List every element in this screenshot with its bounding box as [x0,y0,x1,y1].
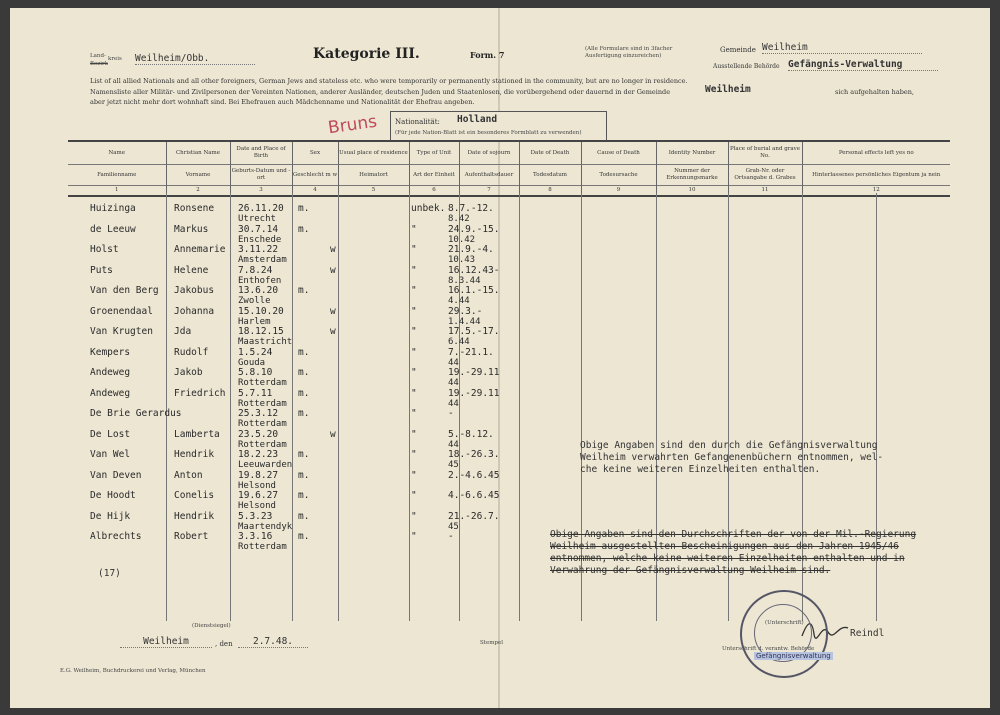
cell-unit: " [411,326,417,337]
col-header-de: Familienname [97,171,137,178]
cell-sojourn2: 45 [448,460,459,470]
cell-birth: 25.3.12 [238,408,279,419]
cell-first: Annemarie [174,244,226,255]
cell-first: Hendrik [174,449,215,460]
col-header-de: Hinterlassenes persönliches Eigentum ja nein [812,171,941,178]
remark-1: Obige Angaben sind den durch die Gefängnisverwaltung Weilheim verwahrten Gefangenenbüchern entnommen, wel- che keine weiteren Einzelheiten enthalten. [580,440,884,475]
cell-unit: " [411,244,417,255]
cell-name: Van den Berg [90,285,159,296]
cell-sojourn2: 6.44 [448,337,470,347]
nationality-note: (Für jede Nation-Blatt ist ein besonderes Formblatt zu verwenden) [395,130,582,136]
col-number: 10 [688,187,696,193]
cell-sex: m. [298,223,310,235]
cell-sojourn2: 1.4.44 [448,316,481,327]
col-number: 9 [616,187,621,193]
cell-name: De Hijk [90,510,131,522]
cell-sojourn: 19.-29.11 [448,367,500,378]
cell-birth: 5.7.11 [238,387,273,399]
col-header-en: Date of Death [530,149,570,156]
cell-sojourn2: 44 [448,378,459,388]
col-header-en: Date of sojourn [467,149,511,156]
cell-sojourn: 5.-8.12. [448,428,494,440]
cell-name: Holst [90,244,119,255]
intro-line-de-end: sich aufgehalten haben, [835,88,914,96]
behoerde-value: Gefängnis-Verwaltung [788,59,938,71]
cell-birth: 15.10.20 [238,305,284,317]
cell-sojourn: 21.-26.7. [448,510,500,522]
official-seal [740,590,831,678]
cell-birth: 30.7.14 [238,223,279,235]
cell-birth: 3.11.22 [238,244,279,255]
cell-name: Groenendaal [90,305,153,317]
gemeinde-label: Gemeinde [720,46,756,54]
table-row [68,306,950,327]
cell-unit: " [411,223,417,235]
table-row [68,203,950,224]
cell-sex: m. [298,531,310,542]
cell-name: Andeweg [90,367,131,378]
cell-place: Maastricht [238,337,293,347]
cell-first: Markus [174,223,209,235]
table-row [68,490,950,511]
cell-sojourn2: 4.44 [448,296,470,306]
cell-sex: w [330,264,336,276]
col-number: 1 [115,187,119,193]
cell-birth: 19.8.27 [238,469,279,481]
col-number: 5 [371,187,376,193]
table-row [68,326,950,347]
col-header-de: Geburts-Datum und -ort [231,168,291,181]
cell-place: Utrecht [238,214,276,224]
cell-sex: w [330,428,336,440]
col-number: 6 [432,187,436,193]
cell-sojourn2: 8.3.44 [448,275,481,286]
intro-line-de: Namensliste aller Militär- und Zivilpersonen der Vereinten Nationen, anderer Ausländer, deutschen Juden und Staatenlosen, die vorübergehend oder dauernd in der Gemeinde [90,88,671,96]
cell-name: De Lost [90,428,131,440]
cell-unit: " [411,305,417,317]
cell-first: Lamberta [174,428,220,440]
cell-name: Huizinga [90,203,136,214]
document-sheet [10,8,990,708]
cell-first: Jda [174,326,192,337]
cell-first: Robert [174,531,209,542]
table-row [68,265,950,286]
cell-first: Hendrik [174,510,215,522]
cell-birth: 18.12.15 [238,326,284,337]
cell-place: Enthofen [238,275,282,286]
intro-line-de-2: aber jetzt nicht mehr dort wohnhaft sind. Bei Ehefrauen auch Mädchenname und Nationalität der Ehefrau angeben. [90,98,475,106]
col-header-en: Name [108,149,126,156]
cell-sojourn: 4.-6.6.45 [448,490,500,501]
cell-unit: unbek. [411,203,446,214]
cell-birth: 19.6.27 [238,490,279,501]
cell-sex: w [330,305,336,317]
cell-place: Rotterdam [238,542,287,552]
cell-birth: 1.5.24 [238,346,273,358]
cell-sex: m. [298,285,310,296]
cell-unit: " [411,387,417,399]
cell-place: Harlem [238,316,271,327]
table-header [68,140,950,197]
cell-first: Helene [174,264,209,276]
cell-unit: " [411,264,417,276]
col-header-de: Todesdatum [533,171,567,178]
cell-sojourn: 16.12.43- [448,264,500,276]
cell-sex: m. [298,449,310,460]
cell-place: Maartendyk [238,521,293,532]
cell-sex: m. [298,469,310,481]
row-count: (17) [98,568,121,579]
cell-place: Rotterdam [238,419,287,429]
behoerde-signature-label: Unterschrift d. verantw. Behörde [722,646,815,652]
cell-birth: 23.5.20 [238,428,279,440]
land-label: Land- [90,53,106,59]
footer-place: Weilheim [120,636,212,648]
table-row [68,244,950,265]
table-row [68,408,950,429]
handwritten-stamp: Bruns [326,111,379,139]
col-header-de: Nummer der Erkennungsmarke [666,168,718,181]
col-header-en: Sex [309,149,321,156]
cell-place: Enschede [238,234,282,245]
col-number: 2 [196,187,200,193]
cell-sex: m. [298,367,310,378]
cell-name: Andeweg [90,387,131,399]
cell-sojourn: 18.-26.3. [448,449,500,460]
page-title: Kategorie III. [313,46,420,62]
cell-sex: m. [298,408,310,419]
col-number: 12 [872,187,880,193]
col-number: 4 [313,187,317,193]
cell-place: Rotterdam [238,398,287,409]
footer-den: , den [215,640,233,648]
cell-sojourn: 21.9.-4. [448,244,494,255]
col-header-en: Identity Number [668,149,716,156]
table-row [68,388,950,409]
cell-birth: 26.11.20 [238,203,284,214]
col-header-en: Date and Place of Birth [236,146,286,159]
form-number: Form. 7 [470,50,505,60]
cell-sojourn: 29.3.- [448,305,483,317]
cell-name: de Leeuw [90,223,136,235]
cell-sojourn: 16.1.-15. [448,285,500,296]
cell-birth: 5.8.10 [238,367,273,378]
cell-sex: m. [298,490,310,501]
cell-place: Zwolle [238,296,271,306]
printer-imprint: E.G. Weilheim, Buchdruckerei und Verlag, München [60,668,206,674]
cell-unit: " [411,469,417,481]
cell-unit: " [411,428,417,440]
cell-sojourn: 24.9.-15. [448,223,500,235]
col-number: 7 [487,187,491,193]
cell-unit: " [411,408,417,419]
col-header-de: Grab-Nr. oder Ortsangabe d. Grabes [734,168,796,181]
intro-line-en: List of all allied Nationals and all other foreigners, German Jews and stateless etc. who were temporarily or permanently stationed in the community, but are no longer in residence. [90,77,688,85]
cell-place: Leeuwarden [238,460,293,470]
cell-sojourn2: 44 [448,357,459,368]
stempel-label: Stempel [480,640,503,646]
col-header-en: Cause of Death [597,149,640,156]
forms-note: (Alle Formulare sind in 3facher Ausfertigung einzureichen) [585,46,673,59]
cell-first: Friedrich [174,387,226,399]
col-header-de: Geschlecht m w [292,171,338,178]
signer-name: Reindl [850,628,885,639]
cell-sex: m. [298,510,310,522]
dienstsiegel-label: (Dienstsiegel) [192,623,231,629]
col-header-de: Vorname [185,171,211,178]
col-number: 11 [761,187,769,193]
cell-unit: " [411,531,417,542]
cell-sojourn: - [448,531,454,542]
gemeinde-value: Weilheim [762,42,922,54]
footer-date: 2.7.48. [238,636,308,648]
bezirk-label: Bezirk [90,61,108,67]
cell-name: De Hoodt [90,490,136,501]
cell-sojourn2: 10.42 [448,234,476,245]
seal-text: Gefängnisverwaltung [756,652,831,660]
cell-name: Van Krugten [90,326,153,337]
cell-name: Van Wel [90,449,131,460]
cell-sex: w [330,244,336,255]
cell-sojourn: 8.7.-12. [448,203,494,214]
cell-sojourn: 7.-21.1. [448,346,494,358]
cell-unit: " [411,285,417,296]
table-row [68,347,950,368]
cell-birth: 13.6.20 [238,285,279,296]
col-header-en: Christian Name [175,149,221,156]
col-header-de: Heimatort [359,171,388,178]
cell-birth: 5.3.23 [238,510,273,522]
land-value: Weilheim/Obb. [135,53,255,65]
table-row [68,285,950,306]
cell-sojourn: 17.5.-17. [448,326,500,337]
cell-birth: 7.8.24 [238,264,273,276]
cell-name: Puts [90,264,113,276]
cell-unit: " [411,510,417,522]
col-header-en: Place of burial and grave No. [729,146,801,159]
col-header-en: Usual place of residence [339,149,408,156]
col-header-de: Todesursache [599,171,638,178]
cell-sojourn: 2.-4.6.45 [448,469,500,481]
cell-place: Helsond [238,480,276,491]
cell-name: Albrechts [90,531,142,542]
cell-sojourn2: 44 [448,398,459,409]
cell-birth: 18.2.23 [238,449,279,460]
cell-sojourn2: 45 [448,521,459,532]
cell-sojourn2: 8.42 [448,214,470,224]
cell-sex: m. [298,387,310,399]
cell-sex: w [330,326,336,337]
col-number: 3 [259,187,263,193]
col-header-de: Aufenthaltsdauer [464,171,514,178]
cell-unit: " [411,346,417,358]
cell-sojourn2: 10.43 [448,255,476,265]
cell-name: De Brie Gerardus [90,408,182,419]
cell-place: Helsond [238,501,276,511]
cell-unit: " [411,449,417,460]
cell-unit: " [411,490,417,501]
nationality-box [390,111,607,141]
cell-sojourn: - [448,408,454,419]
col-header-de: Art der Einheit [413,171,455,178]
table-row [68,367,950,388]
cell-sex: m. [298,346,310,358]
remark-2: Obige Angaben sind den Durchschriften der von der Mil.-Regierung Weilheim ausgestellten Bescheinigungen aus den Jahren 1945/46 entnommen, welche keine weiteren Einzelheiten enthalten und in Verwahrung der Gefängnisverwaltung Weilheim sind. [550,529,917,576]
cell-first: Conelis [174,490,215,501]
cell-place: Rotterdam [238,439,287,450]
cell-name: Kempers [90,346,131,358]
nationality-label: Nationalität: [395,118,440,126]
col-header-en: Type of Unit [416,149,452,156]
intro-community: Weilheim [705,84,751,95]
cell-name: Van Deven [90,469,142,481]
cell-first: Jakobus [174,285,215,296]
cell-sex: m. [298,203,310,214]
cell-birth: 3.3.16 [238,531,273,542]
cell-first: Johanna [174,305,215,317]
cell-sojourn: 19.-29.11 [448,387,500,399]
col-number: 8 [548,187,552,193]
cell-unit: " [411,367,417,378]
table-row [68,224,950,245]
cell-first: Anton [174,469,203,481]
col-header-en: Personal effects left yes no [838,149,914,156]
cell-first: Rudolf [174,346,209,358]
nationality-value: Holland [457,114,498,125]
unterschrift-label: (Unterschrift) [765,620,804,626]
behoerde-label: Ausstellende Behörde [713,63,780,70]
cell-first: Ronsene [174,203,215,214]
kreis-label: kreis [108,56,122,62]
cell-place: Gouda [238,357,266,368]
cell-place: Rotterdam [238,378,287,388]
cell-sojourn2: 44 [448,439,459,450]
cell-place: Amsterdam [238,255,287,265]
cell-first: Jakob [174,367,203,378]
